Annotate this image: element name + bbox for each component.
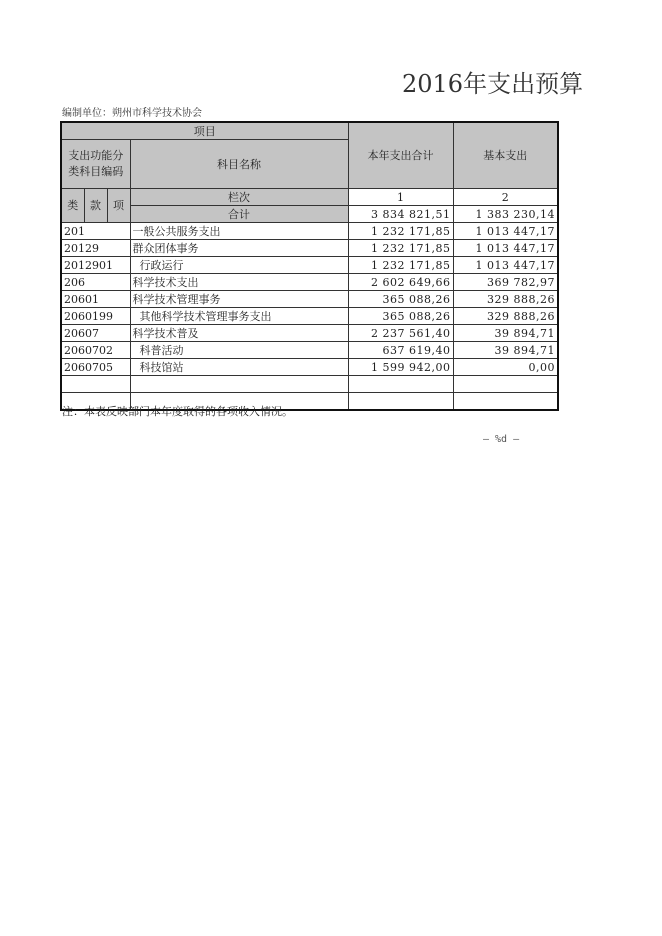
table-row (61, 291, 558, 308)
row-basic: 39 894,71 (453, 342, 558, 359)
empty-cell (453, 376, 558, 393)
table-row (61, 342, 558, 359)
row-code: 2012901 (61, 257, 130, 274)
header-xiang: 项 (107, 189, 130, 223)
row-code: 206 (61, 274, 130, 291)
row-code: 20601 (61, 291, 130, 308)
table-row-empty (61, 376, 558, 393)
table-note: 注：本表反映部门本年度取得的各项收入情况。 (62, 405, 293, 418)
table-row (61, 308, 558, 325)
header-basic-col: 基本支出 (453, 122, 558, 189)
row-name: 科学技术支出 (130, 274, 348, 291)
row-total: 2 237 561,40 (348, 325, 453, 342)
empty-cell (348, 376, 453, 393)
row-basic: 1 013 447,17 (453, 223, 558, 240)
heji-basic: 1 383 230,14 (453, 206, 558, 223)
row-total: 637 619,40 (348, 342, 453, 359)
row-total: 2 602 649,66 (348, 274, 453, 291)
table-row (61, 274, 558, 291)
row-name: 科学技术普及 (130, 325, 348, 342)
header-col1: 1 (348, 189, 453, 206)
row-name: 群众团体事务 (130, 240, 348, 257)
table-row (61, 240, 558, 257)
row-name: 科技馆站 (130, 359, 348, 376)
header-subject-name: 科目名称 (130, 140, 348, 189)
heji-total: 3 834 821,51 (348, 206, 453, 223)
table-row (61, 257, 558, 274)
row-total: 1 232 171,85 (348, 240, 453, 257)
empty-cell (130, 376, 348, 393)
row-basic: 0,00 (453, 359, 558, 376)
row-total: 1 599 942,00 (348, 359, 453, 376)
page-title: 2016年支出预算 (402, 70, 584, 98)
header-lanci: 栏次 (130, 189, 348, 206)
table-row (61, 325, 558, 342)
row-basic: 329 888,26 (453, 308, 558, 325)
row-code: 201 (61, 223, 130, 240)
row-code: 20607 (61, 325, 130, 342)
empty-cell (453, 393, 558, 411)
row-code: 20129 (61, 240, 130, 257)
row-name: 一般公共服务支出 (130, 223, 348, 240)
header-total-col: 本年支出合计 (348, 122, 453, 189)
table-row (61, 223, 558, 240)
row-code: 2060199 (61, 308, 130, 325)
empty-cell (348, 393, 453, 411)
row-name: 科学技术管理事务 (130, 291, 348, 308)
header-func-code: 支出功能分类科目编码 (61, 140, 130, 189)
budget-table (60, 121, 559, 411)
empty-cell (61, 376, 130, 393)
header-heji: 合计 (130, 206, 348, 223)
row-basic: 39 894,71 (453, 325, 558, 342)
unit-label: 编制单位：朔州市科学技术协会 (62, 108, 202, 119)
row-basic: 1 013 447,17 (453, 257, 558, 274)
row-name: 行政运行 (130, 257, 348, 274)
row-total: 365 088,26 (348, 308, 453, 325)
row-code: 2060705 (61, 359, 130, 376)
row-name: 科普活动 (130, 342, 348, 359)
header-lei: 类 (61, 189, 84, 223)
row-basic: 369 782,97 (453, 274, 558, 291)
row-name: 其他科学技术管理事务支出 (130, 308, 348, 325)
row-total: 1 232 171,85 (348, 223, 453, 240)
header-kuan: 款 (84, 189, 107, 223)
row-code: 2060702 (61, 342, 130, 359)
table-row (61, 359, 558, 376)
page-number: — %d — (483, 434, 520, 445)
header-col2: 2 (453, 189, 558, 206)
row-basic: 1 013 447,17 (453, 240, 558, 257)
row-total: 365 088,26 (348, 291, 453, 308)
row-basic: 329 888,26 (453, 291, 558, 308)
row-total: 1 232 171,85 (348, 257, 453, 274)
header-project: 项目 (61, 122, 348, 140)
